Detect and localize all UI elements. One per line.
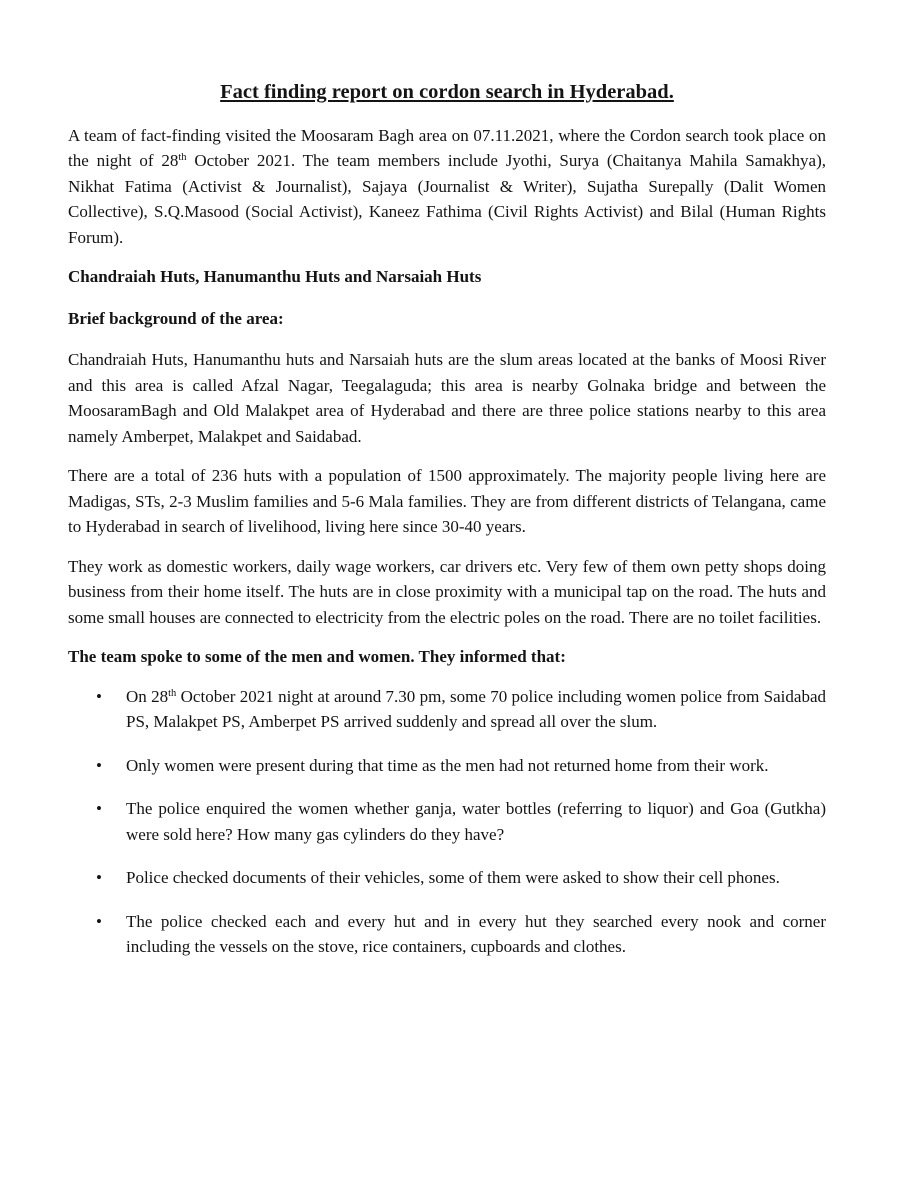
background-paragraph-3: They work as domestic workers, daily wage workers, car drivers etc. Very few of them own petty shops doing business from their home itself. The huts are in close proximity with a municipal tap on the road. The huts and some small houses are connected to electricity from the electric poles on the road. There are no toilet facilities.	[68, 556, 826, 627]
bullet-text: The police checked each and every hut and in every hut they searched every nook and corner including the vessels on the stove, rice containers, cupboards and clothes.	[126, 911, 826, 957]
bullet-icon: •	[96, 868, 102, 888]
bullet-icon: •	[96, 755, 102, 775]
bullet-text: Only women were present during that time as the men had not returned home from their work.	[126, 755, 769, 775]
background-heading: Brief background of the area:	[68, 308, 284, 328]
section-heading: Chandraiah Huts, Hanumanthu Huts and Narsaiah Huts	[68, 267, 482, 287]
findings-list	[68, 684, 826, 960]
list-item	[68, 865, 826, 891]
bullet-text: The police enquired the women whether ganja, water bottles (referring to liquor) and Goa (Gutkha) were sold here? How many gas cylinders do they have?	[126, 799, 826, 844]
document-page	[68, 80, 826, 978]
document-title: Fact finding report on cordon search in Hyderabad.	[220, 81, 674, 103]
bullet-text-1b: October 2021 night at around 7.30 pm, some 70 police including women police from Saidabad PS, Malakpet PS, Amberpet PS arrived suddenly and spread all over the slum.	[126, 686, 826, 732]
bullet-icon: •	[96, 799, 102, 819]
team-heading: The team spoke to some of the men and women. They informed that:	[68, 647, 566, 667]
list-item	[68, 753, 826, 779]
list-item	[68, 909, 826, 960]
intro-text-2: October 2021. The team members include Jyothi, Surya (Chaitanya Mahila Samakhya), Nikhat Fatima (Activist & Journalist), Sajaya (Journalist & Writer), Sujatha Surepally (Dalit Women Collective), S.Q.Masood (Social Activist), Kaneez Fathima (Civil Rights Activist) and Bilal (Human Rights Forum).	[68, 151, 826, 247]
background-paragraph-2: There are a total of 236 huts with a population of 1500 approximately. The majority people living here are Madigas, STs, 2-3 Muslim families and 5-6 Mala families. They are from different districts of Telangana, came to Hyderabad in search of livelihood, living here since 30-40 years.	[68, 466, 826, 537]
intro-paragraph	[68, 123, 826, 251]
intro-ordinal-suffix: th	[178, 152, 187, 164]
bullet-icon: •	[96, 686, 102, 706]
list-item	[68, 684, 826, 735]
bullet-ordinal-suffix: th	[168, 687, 177, 699]
bullet-text-1a: On 28	[126, 686, 169, 706]
list-item	[68, 796, 826, 847]
intro-text-1: A team of fact-finding visited the Moosaram Bagh area on 07.11.2021, where the Cordon search took place on the night of 28	[68, 125, 826, 171]
bullet-icon: •	[96, 911, 102, 931]
bullet-text: Police checked documents of their vehicles, some of them were asked to show their cell phones.	[126, 868, 780, 888]
background-paragraph-1: Chandraiah Huts, Hanumanthu huts and Narsaiah huts are the slum areas located at the banks of Moosi River and this area is called Afzal Nagar, Teegalaguda; this area is nearby Golnaka bridge and between the MoosaramBagh and Old Malakpet area of Hyderabad and there are three police stations nearby to this area namely Amberpet, Malakpet and Saidabad.	[68, 350, 826, 446]
